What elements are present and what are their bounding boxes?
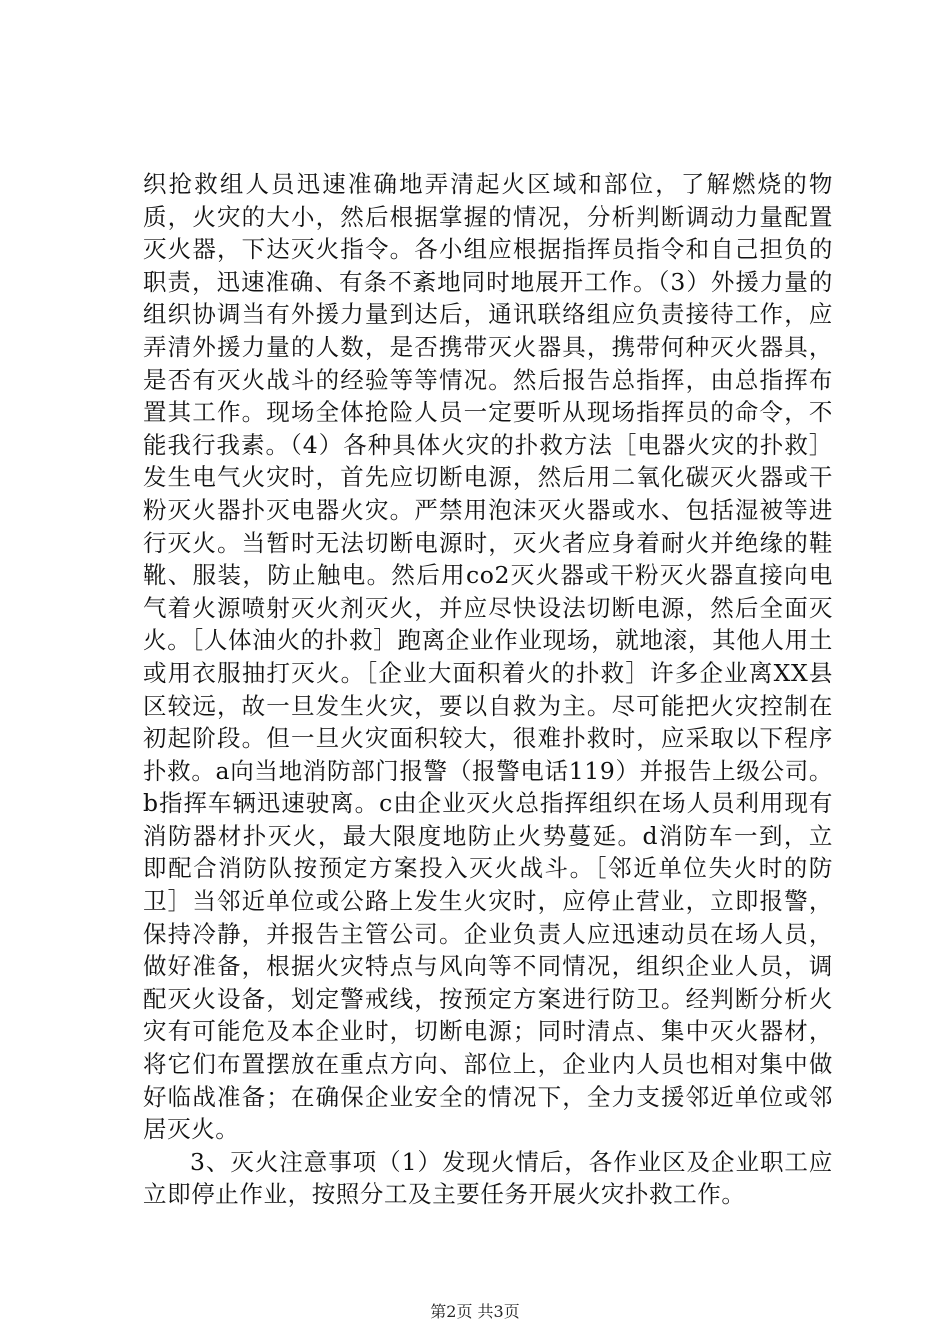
body-paragraph-1: 织抢救组人员迅速准确地弄清起火区域和部位，了解燃烧的物质，火灾的大小，然后根据掌握的情况，分析判断调动力量配置灭火器，下达灭火指令。各小组应根据指挥员指令和自己担负的职责，迅速准确、有条不紊地同时地展开工作。（3）外援力量的组织协调当有外援力量到达后，通讯联络组应负责接待工作，应弄清外援力量的人数，是否携带灭火器具，携带何种灭火器具，是否有灭火战斗的经验等等情况。然后报告总指挥，由总指挥布置其工作。现场全体抢险人员一定要听从现场指挥员的命令，不能我行我素。（4）各种具体火灾的扑救方法［电器火灾的扑救］发生电气火灾时，首先应切断电源，然后用二氧化碳灭火器或干粉灭火器扑灭电器火灾。严禁用泡沫灭火器或水、包括湿被等进行灭火。当暂时无法切断电源时，灭火者应身着耐火并绝缘的鞋靴、服装，防止触电。然后用co2灭火器或干粉灭火器直接向电气着火源喷射灭火剂灭火，并应尽快设法切断电源，然后全面灭火。［人体油火的扑救］跑离企业作业现场，就地滚，其他人用土或用衣服抽打灭火。［企业大面积着火的扑救］许多企业离XX县区较远，故一旦发生火灾，要以自救为主。尽可能把火灾控制在初起阶段。但一旦火灾面积较大，很难扑救时，应采取以下程序扑救。a向当地消防部门报警（报警电话119）并报告上级公司。b指挥车辆迅速驶离。c由企业灭火总指挥组织在场人员利用现有消防器材扑灭火，最大限度地防止火势蔓延。d消防车一到，立即配合消防队按预定方案投入灭火战斗。［邻近单位失火时的防卫］当邻近单位或公路上发生火灾时，应停止营业，立即报警，保持冷静，并报告主管公司。企业负责人应迅速动员在场人员，做好准备，根据火灾特点与风向等不同情况，组织企业人员，调配灭火设备，划定警戒线，按预定方案进行防卫。经判断分析火灾有可能危及本企业时，切断电源；同时清点、集中灭火器材，将它们布置摆放在重点方向、部位上，企业内人员也相对集中做好临战准备；在确保企业安全的情况下，全力支援邻近单位或邻居灭火。 bbox=[143, 170, 833, 1144]
document-body bbox=[143, 168, 833, 1211]
body-paragraph-2: 3、灭火注意事项（1）发现火情后，各作业区及企业职工应立即停止作业，按照分工及主要任务开展火灾扑救工作。 bbox=[143, 1147, 833, 1209]
page-number-footer: 第2页 共3页 bbox=[430, 1302, 520, 1321]
